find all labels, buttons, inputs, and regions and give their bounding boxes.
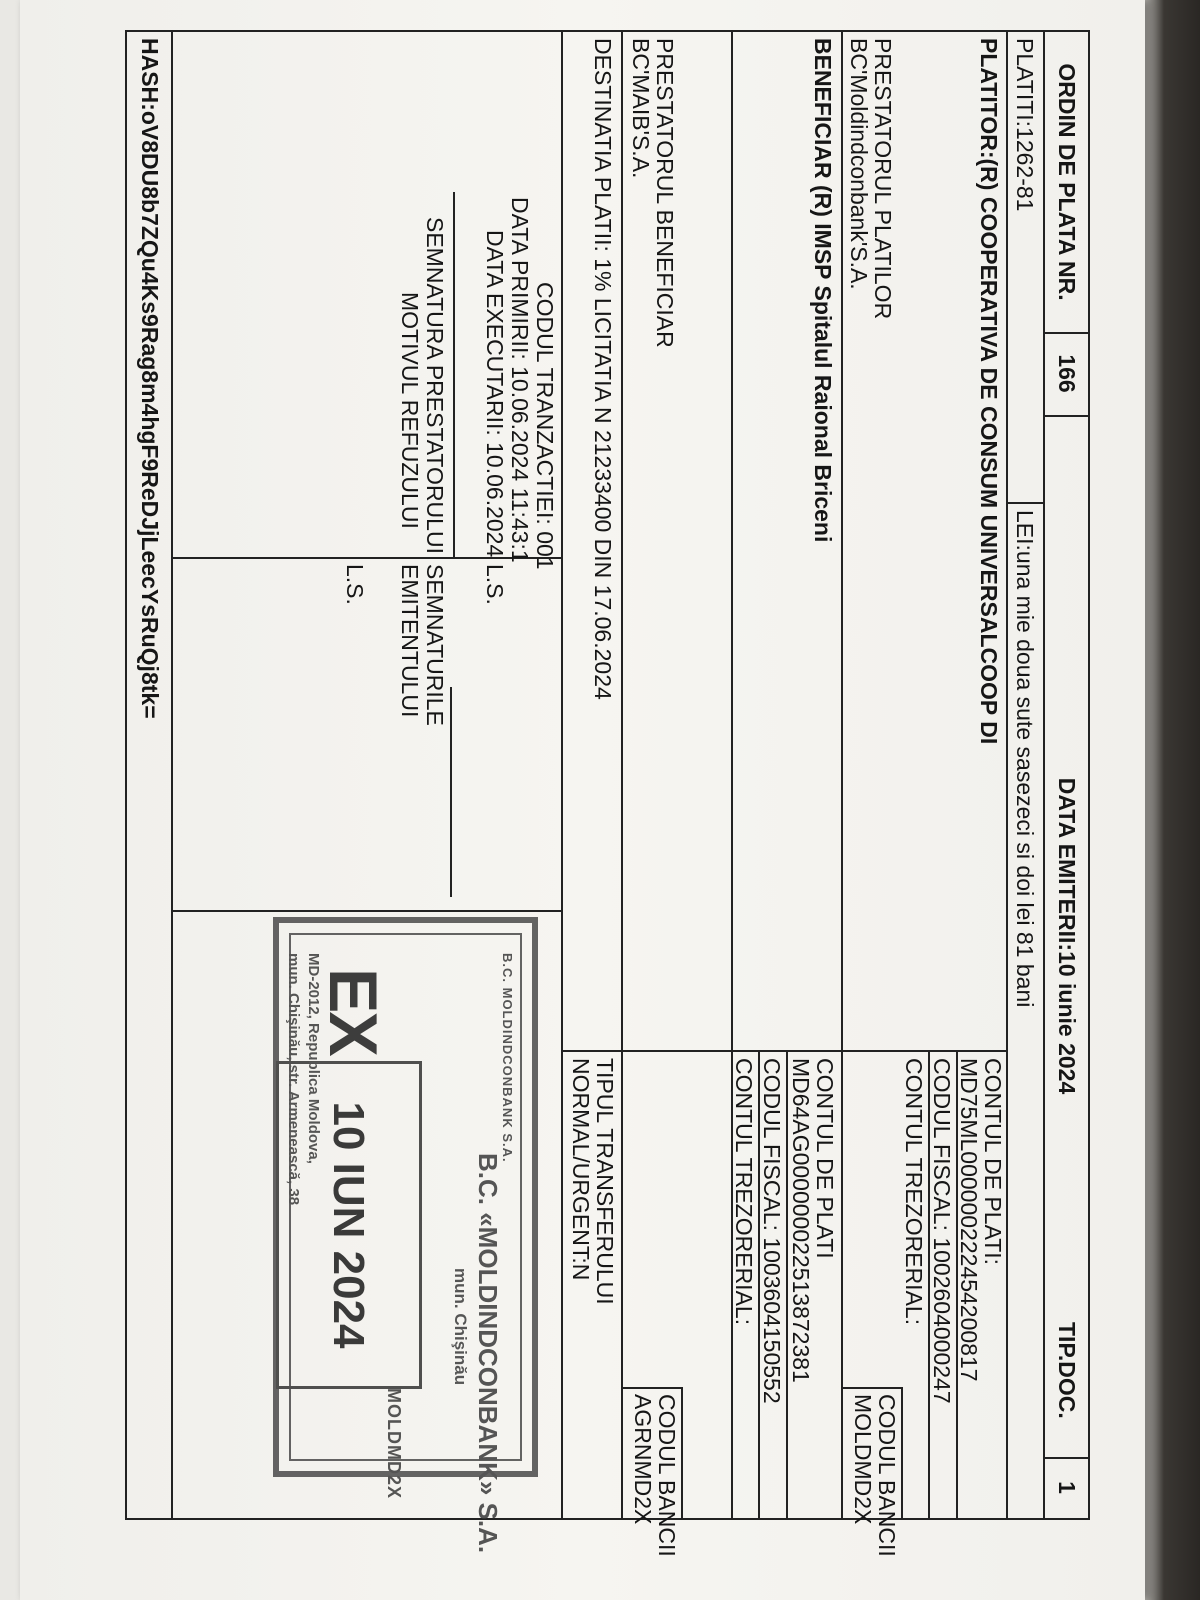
col-divider-beneficiary-account xyxy=(623,1050,843,1052)
stamp-ex-mark: EX xyxy=(315,968,391,1055)
payer-account-label: CONTUL DE PLATI: xyxy=(980,1058,1006,1266)
row-divider-ben-bankcode xyxy=(681,1387,683,1518)
transfer-type-label: TIPUL TRANSFERULUI xyxy=(592,1058,618,1305)
beneficiary-fiscal-code: CODUL FISCAL: 1003604150552 xyxy=(759,1058,785,1404)
beneficiary-bank-label: PRESTATORUL BENEFICIAR xyxy=(652,38,678,348)
row-divider-hash xyxy=(171,32,173,1518)
bank-stamp xyxy=(273,917,538,1554)
beneficiary-name: BENEFICIAR (R) IMSP Spitalul Raional Briceni xyxy=(810,38,836,543)
order-number: 166 xyxy=(1054,354,1080,393)
ls-mark-bank: L.S. xyxy=(482,564,508,605)
amount-digits: PLATITI:1262-81 xyxy=(1012,38,1038,212)
transaction-code: CODUL TRANZACTIEI: 001 xyxy=(532,282,558,570)
col-divider-payer-account xyxy=(843,1050,1008,1052)
payment-purpose: DESTINATIA PLATII: 1% LICITATIA N 21233400 DIN 17.06.2024 xyxy=(590,38,616,700)
beneficiary-bank-code: AGRNMD2X xyxy=(630,1394,656,1525)
stamp-ring-text: B.C. MOLDINDCONBANK S.A. xyxy=(500,953,515,1163)
transfer-type-value: NORMAL/URGENT:N xyxy=(568,1058,594,1281)
provider-signature-label: SEMNATURA PRESTATORULUI xyxy=(422,217,448,554)
beneficiary-bank-name: BC'MAIB'S.A. xyxy=(628,38,654,179)
payer-treasury-account: CONTUL TREZORERIAL: xyxy=(901,1058,927,1326)
payer-bank-code: MOLDMD2X xyxy=(850,1394,876,1525)
beneficiary-account: MD64AG000000022513872381 xyxy=(788,1058,814,1383)
payer-bank-label: PRESTATORUL PLATILOR xyxy=(870,38,896,320)
row-divider-payer-bankcode xyxy=(901,1387,903,1518)
stamp-bank-name: B.C. «MOLDINDCONBANK» S.A. xyxy=(473,1153,503,1554)
issuer-signature-line xyxy=(450,687,476,897)
document-hash: HASH:oV8DU8b7ZQu4Ks9Rag8m4hgF9ReDJjLeecYsRuQj8tk= xyxy=(137,38,163,719)
payer-account: MD75ML000000222454200817 xyxy=(956,1058,982,1382)
issuer-label: EMITENTULUI xyxy=(397,564,423,718)
stamp-bic-code: MOLDMD2X xyxy=(384,1388,404,1499)
payer-name: PLATITOR:(R) COOPERATIVA DE CONSUM UNIVERSALCOOP DI xyxy=(976,38,1002,745)
col-divider-amount xyxy=(1008,502,1045,504)
payer-bank-name: BC'Moldindconbank'S.A. xyxy=(846,38,872,290)
row-divider-header xyxy=(1043,32,1045,1518)
doc-type-value: 1 xyxy=(1054,1481,1080,1494)
beneficiary-account-label: CONTUL DE PLATI xyxy=(812,1058,838,1259)
col-divider-beneficiary-bankcode xyxy=(623,1387,683,1389)
payer-fiscal-code: CODUL FISCAL: 1002604000247 xyxy=(929,1058,955,1404)
issue-date: DATA EMITERII:10 iunie 2024 xyxy=(1054,777,1080,1095)
col-divider-transfer-type xyxy=(563,1050,623,1052)
ls-mark-issuer: L.S. xyxy=(342,564,368,605)
row-divider-beneficiary-bank xyxy=(621,32,623,1518)
received-date: DATA PRIMIRII: 10.06.2024 11:43:1 xyxy=(507,197,533,563)
row-divider-amount xyxy=(1006,32,1008,1518)
payment-order-form xyxy=(125,30,1090,1557)
col-divider-payer-bankcode xyxy=(843,1387,903,1389)
beneficiary-bank-code-label: CODUL BANCII xyxy=(654,1394,680,1557)
stamp-city: mun. Chişinău xyxy=(451,1268,470,1386)
doc-type-label: TIP.DOC. xyxy=(1054,1322,1080,1419)
stamp-address-2: mun. Chişinău, str. Armenească, 38 xyxy=(285,953,302,1206)
issuer-signatures-label: SEMNATURILE xyxy=(422,564,448,726)
beneficiary-treasury-account: CONTUL TREZORERIAL: xyxy=(731,1058,757,1326)
executed-date: DATA EXECUTARII: 10.06.2024 xyxy=(482,230,508,558)
refusal-reason-label: MOTIVUL REFUZULUI xyxy=(397,292,423,529)
amount-words: LEI:una mie doua sute sasezeci si doi lei 81 bani xyxy=(1012,510,1038,1008)
row-divider-processing xyxy=(453,192,455,557)
row-divider-payer-bank xyxy=(841,32,843,1518)
stamp-address-1: MD-2012, Republica Moldova, xyxy=(305,953,322,1164)
payer-bank-code-label: CODUL BANCII xyxy=(874,1394,900,1557)
col-divider-stamp xyxy=(173,910,563,912)
stamp-date: 10 IUN 2024 xyxy=(324,1101,373,1349)
form-title: ORDIN DE PLATA NR. xyxy=(1054,63,1080,301)
col-divider-signatures xyxy=(173,557,563,559)
row-divider-purpose xyxy=(561,32,563,1518)
